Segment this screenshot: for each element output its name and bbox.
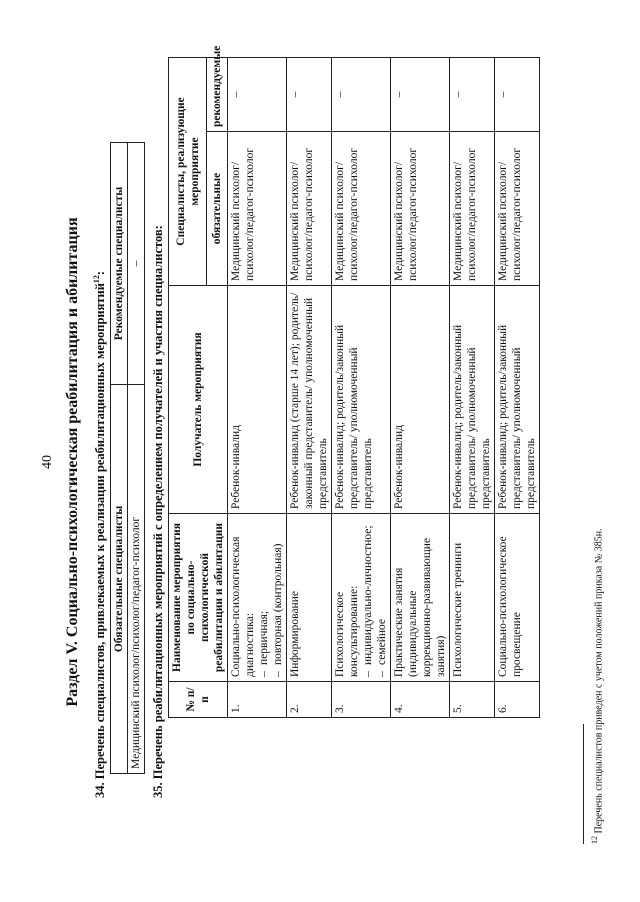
table-row xyxy=(391,57,450,717)
item-34-title: 34. Перечень специалистов, привлекаемых к реализации реабилитационных мероприятий$^{12}$: xyxy=(92,270,108,798)
measure-subitem: – повторная (контрольная) xyxy=(271,518,285,677)
item-35-title: 35. Перечень реабилитационных мероприятий с определением получателей и участия специалистов: xyxy=(151,225,165,798)
measure-subitem: – семейное xyxy=(375,518,389,677)
header-recipient: Получатель мероприятия xyxy=(169,286,228,514)
table-row xyxy=(450,57,495,717)
header-recommended: рекомендуемые xyxy=(207,57,228,131)
page-number: 40 xyxy=(40,455,55,469)
measure-name: Социально-психологическая диагностика: xyxy=(230,536,256,677)
measure-name: Психологические тренинги xyxy=(452,542,464,677)
header-num: № п/п xyxy=(169,682,228,718)
cell-recommended: – xyxy=(228,57,287,131)
header-specialists: Специалисты, реализующие мероприятие xyxy=(169,57,207,285)
measure-name: Психологическое консультирование: xyxy=(334,585,360,677)
cell-measure-name xyxy=(332,514,391,682)
cell-mandatory-specialists: Медицинский психолог/психолог/педагог-психолог xyxy=(128,384,145,773)
cell-num: 5. xyxy=(450,682,495,718)
cell-recipient: Ребенок-инвалид; родитель/законный представитель/ уполномоченный представитель xyxy=(450,286,495,514)
cell-recommended: – xyxy=(332,57,391,131)
table-row xyxy=(332,57,391,717)
cell-mandatory: Медицинский психолог/ психолог/педагог-психолог xyxy=(391,132,450,286)
cell-mandatory: Медицинский психолог/ психолог/педагог-психолог xyxy=(495,132,540,286)
cell-measure-name xyxy=(287,514,332,682)
cell-num: 4. xyxy=(391,682,450,718)
footnote-separator xyxy=(583,724,584,844)
cell-recommended-specialists: – xyxy=(128,143,145,385)
cell-recipient: Ребенок-инвалид xyxy=(391,286,450,514)
cell-measure-name xyxy=(391,514,450,682)
cell-measure-name xyxy=(228,514,287,682)
measure-name: Социально-психологическое просвещение xyxy=(497,536,523,677)
cell-recommended: – xyxy=(287,57,332,131)
footnote-ref: 12 xyxy=(92,275,101,284)
cell-measure-name xyxy=(495,514,540,682)
table-row xyxy=(228,57,287,717)
cell-num: 3. xyxy=(332,682,391,718)
cell-mandatory: Медицинский психолог/ психолог/педагог-психолог xyxy=(287,132,332,286)
cell-mandatory: Медицинский психолог/ психолог/педагог-психолог xyxy=(450,132,495,286)
measure-name: Практические занятия (индивидуальные коррекционно-развивающие занятия) xyxy=(393,538,447,677)
cell-recommended: – xyxy=(391,57,450,131)
cell-recipient: Ребенок-инвалид (старше 14 лет); родитель/законный представитель/ уполномоченный представитель xyxy=(287,286,332,514)
header-mandatory: обязательные xyxy=(207,132,228,286)
cell-recipient: Ребенок-инвалид; родитель/законный представитель/ уполномоченный представитель xyxy=(495,286,540,514)
section-title: Раздел V. Социально-психологическая реабилитация и абилитация xyxy=(64,217,81,707)
measure-subitem: – индивидуально-личностное; xyxy=(361,518,375,677)
footnote: $^{12}$ Перечень специалистов приведен с учетом положений приказа № 385н. xyxy=(590,528,605,844)
cell-recipient: Ребенок-инвалид; родитель/законный представитель/ уполномоченный представитель xyxy=(332,286,391,514)
specialists-table xyxy=(110,142,145,774)
cell-num: 2. xyxy=(287,682,332,718)
cell-measure-name xyxy=(450,514,495,682)
cell-recipient: Ребенок-инвалид xyxy=(228,286,287,514)
cell-num: 1. xyxy=(228,682,287,718)
measure-name: Информирование xyxy=(289,591,301,677)
cell-mandatory: Медицинский психолог/ психолог/педагог-психолог xyxy=(332,132,391,286)
header-mandatory-specialists: Обязательные специалисты xyxy=(111,384,128,773)
measures-table xyxy=(168,45,540,718)
header-measure-name: Наименование мероприятия по социально-психологической реабилитации и абилитации xyxy=(169,514,228,682)
cell-num: 6. xyxy=(495,682,540,718)
measure-subitem: – первичная; xyxy=(257,518,271,677)
header-recommended-specialists: Рекомендуемые специалисты xyxy=(111,143,128,385)
cell-recommended: – xyxy=(450,57,495,131)
cell-recommended: – xyxy=(495,57,540,131)
table-row xyxy=(287,57,332,717)
cell-mandatory: Медицинский психолог/ психолог/педагог-психолог xyxy=(228,132,287,286)
measures-table-body xyxy=(228,57,540,717)
table-row xyxy=(495,57,540,717)
